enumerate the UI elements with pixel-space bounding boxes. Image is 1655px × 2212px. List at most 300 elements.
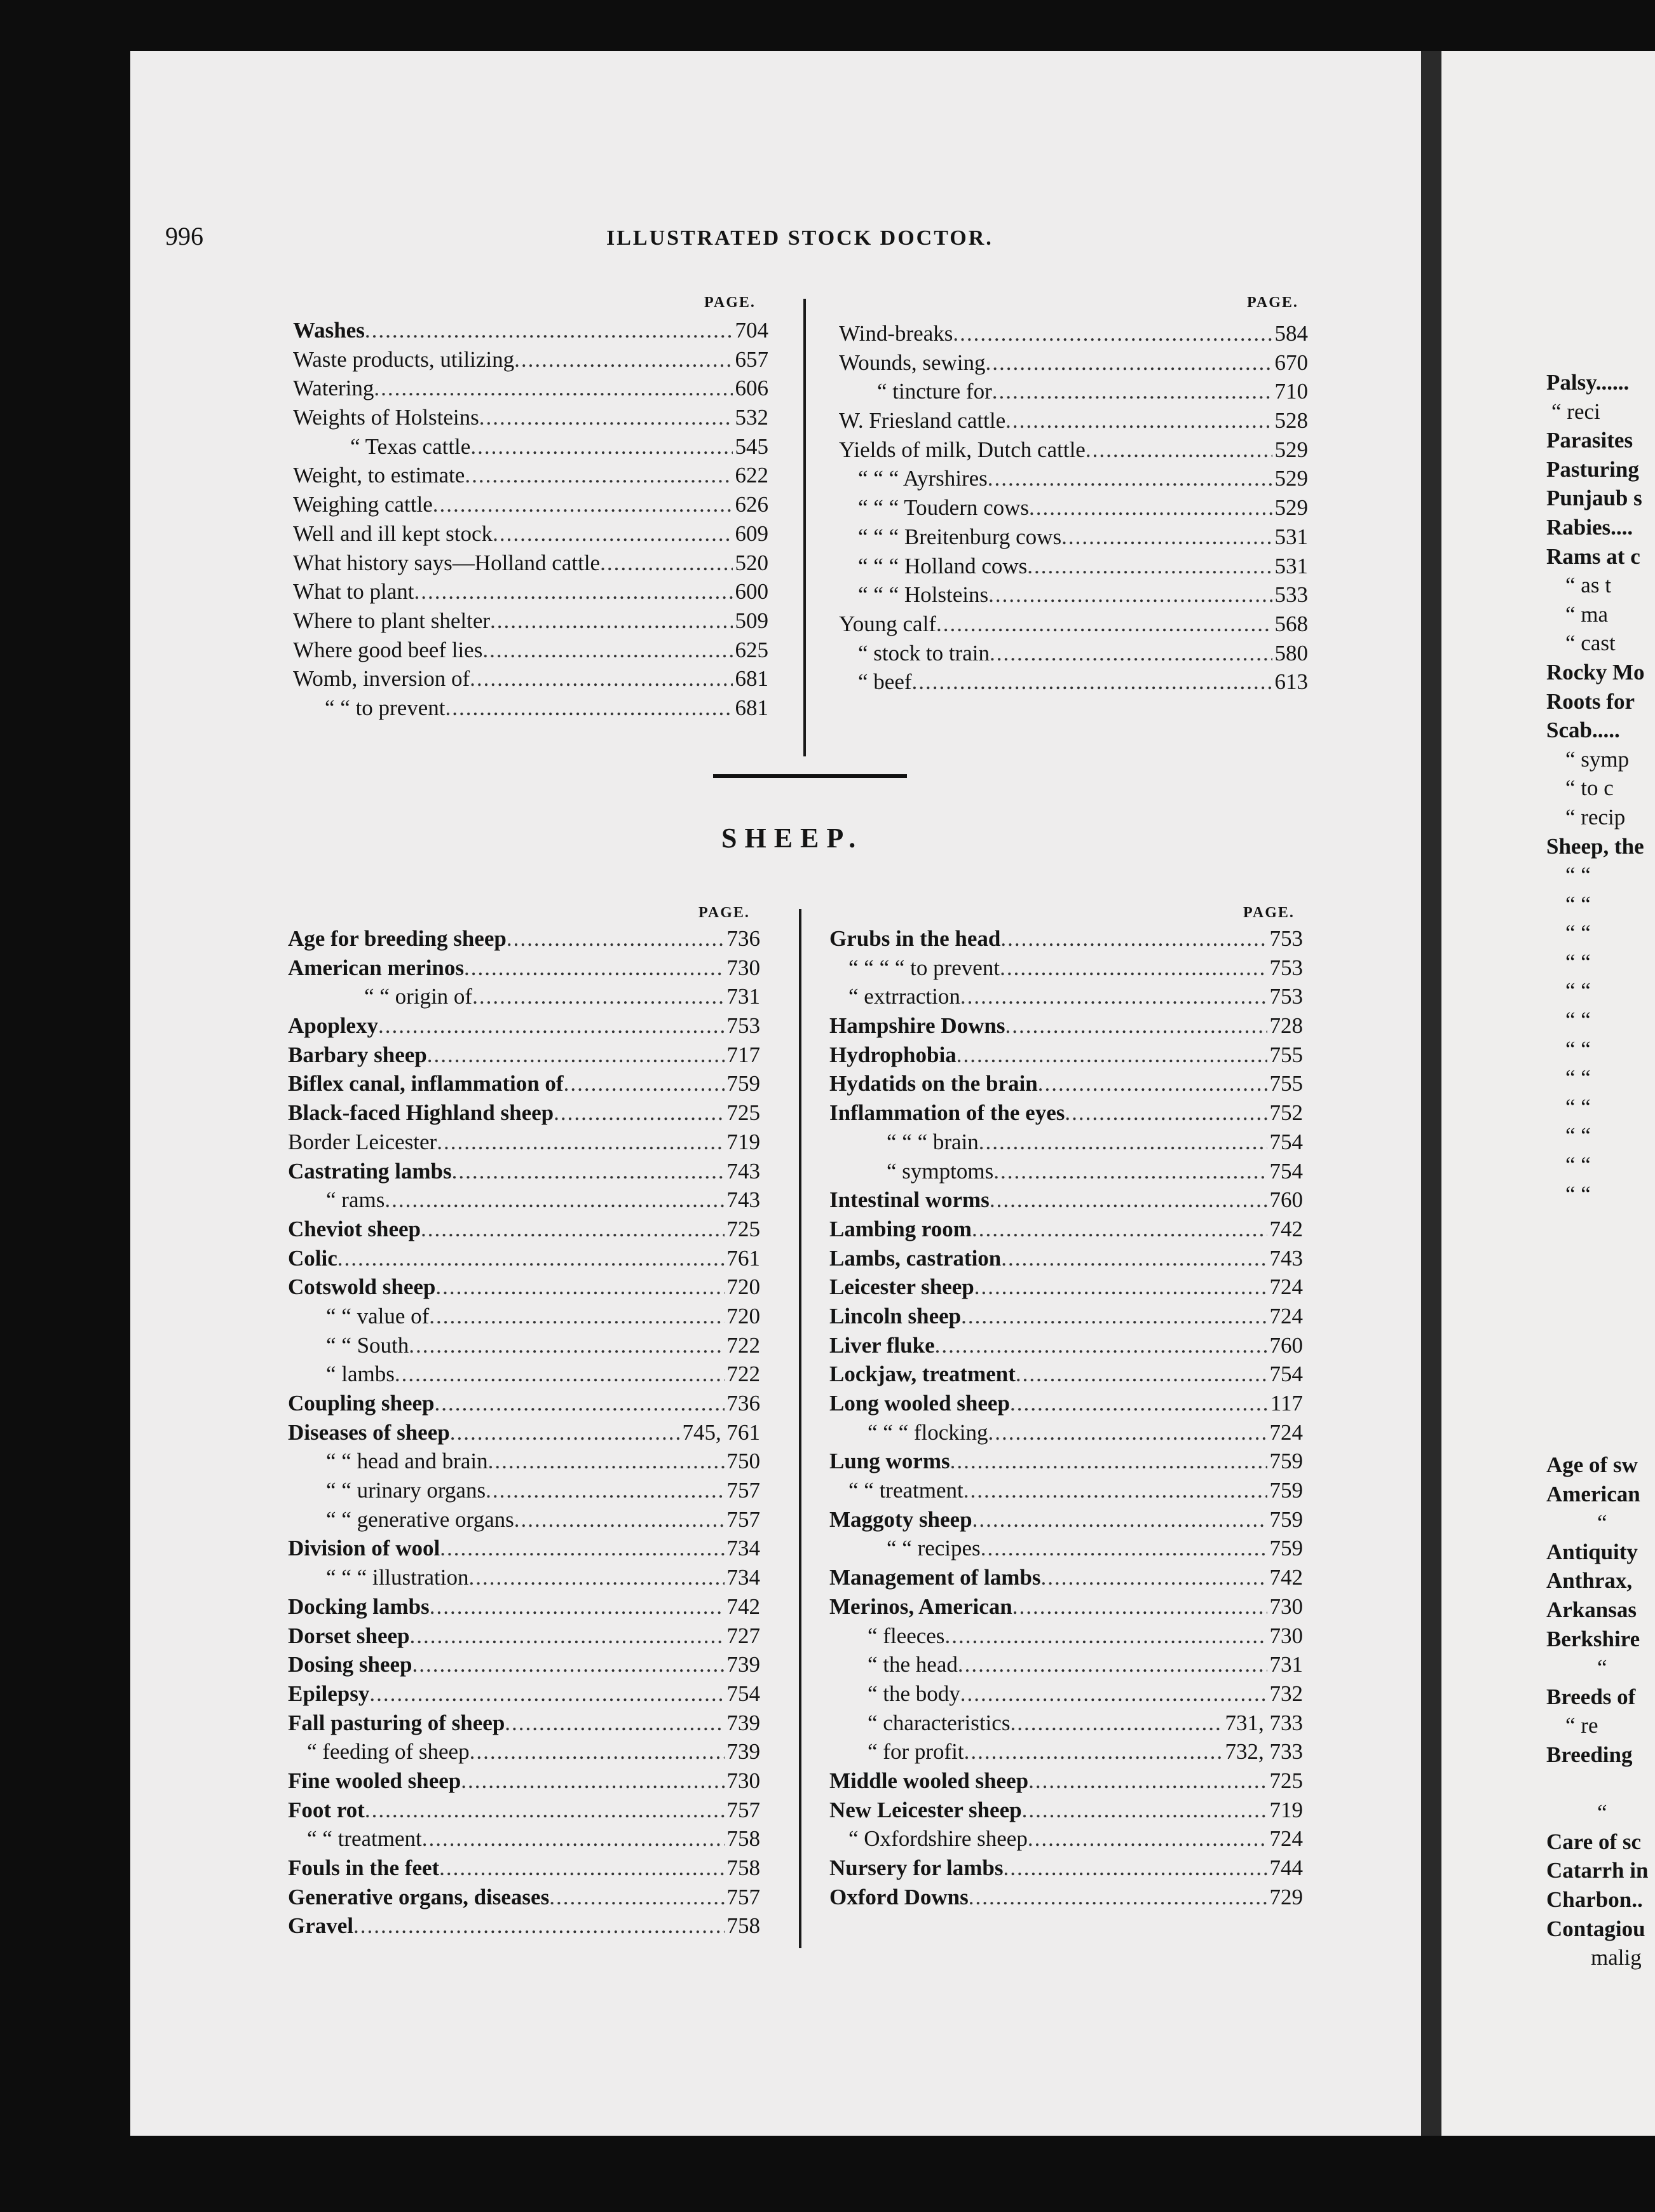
index-term: Intestinal worms xyxy=(829,1187,990,1213)
index-page-ref: 529 xyxy=(1274,466,1308,491)
dot-leader xyxy=(964,1478,1267,1503)
index-page-ref: 736 xyxy=(726,1391,760,1416)
index-entry xyxy=(293,579,768,608)
index-page-ref: 681 xyxy=(735,666,768,692)
index-entry xyxy=(829,1274,1303,1304)
index-entry xyxy=(829,1187,1303,1217)
dot-leader xyxy=(1010,1710,1222,1736)
index-page-ref: 730 xyxy=(726,955,760,980)
index-entry xyxy=(829,1449,1303,1478)
index-entry xyxy=(829,1013,1303,1042)
facing-index-entry: Scab..... xyxy=(1546,718,1620,743)
dot-leader xyxy=(385,1187,724,1213)
dot-leader xyxy=(470,666,732,692)
index-term: “ the body xyxy=(868,1681,960,1706)
dot-leader xyxy=(514,347,732,372)
dot-leader xyxy=(944,1623,1267,1649)
index-entry xyxy=(288,1536,760,1565)
index-entry xyxy=(288,1798,760,1827)
index-term: “ Texas cattle xyxy=(350,434,471,459)
index-page-ref: 759 xyxy=(1269,1536,1303,1561)
facing-index-bottom xyxy=(1546,1452,1655,1974)
index-entry xyxy=(288,1623,760,1653)
index-page-ref: 743 xyxy=(1269,1245,1303,1271)
index-entry xyxy=(829,1478,1303,1507)
dot-leader xyxy=(1040,1565,1267,1590)
index-term: “ “ head and brain xyxy=(326,1449,488,1474)
dot-leader xyxy=(1010,1391,1268,1416)
index-term: What history says—Holland cattle xyxy=(293,550,601,575)
dot-leader xyxy=(990,1187,1267,1213)
dot-leader xyxy=(465,463,732,488)
dot-leader xyxy=(414,579,733,604)
index-page-ref: 529 xyxy=(1274,437,1308,462)
dot-leader xyxy=(1029,495,1272,521)
index-term: Weight, to estimate xyxy=(293,463,465,488)
facing-index-entry: American xyxy=(1546,1481,1640,1506)
facing-index-entry xyxy=(1546,1772,1655,1801)
dot-leader xyxy=(479,405,733,430)
index-entry xyxy=(293,434,768,463)
index-entry xyxy=(839,582,1308,611)
dot-leader xyxy=(369,1681,724,1707)
index-entry xyxy=(829,1507,1303,1536)
index-term: Womb, inversion of xyxy=(293,666,470,692)
facing-index-entry: Contagiou xyxy=(1546,1916,1645,1941)
page-column-heading: PAGE. xyxy=(698,905,750,921)
index-entry xyxy=(288,1362,760,1391)
index-entry xyxy=(829,1536,1303,1565)
running-title: ILLUSTRATED STOCK DOCTOR. xyxy=(606,226,993,250)
index-term: “ “ origin of xyxy=(364,984,473,1009)
index-page-ref: 730 xyxy=(1269,1623,1303,1648)
dot-leader xyxy=(365,318,733,343)
dot-leader xyxy=(1005,1013,1267,1039)
index-term: “ “ “ brain xyxy=(887,1129,979,1154)
index-term: “ “ recipes xyxy=(887,1536,981,1561)
index-term: Long wooled sheep xyxy=(829,1391,1010,1416)
index-term: Fine wooled sheep xyxy=(288,1768,461,1793)
index-entry xyxy=(288,1013,760,1042)
index-page-ref: 734 xyxy=(726,1565,760,1590)
index-term: “ “ “ Holland cows xyxy=(858,553,1028,578)
facing-index-entry: Pasturing xyxy=(1546,456,1639,482)
index-page-ref: 753 xyxy=(1269,926,1303,951)
index-page-ref: 657 xyxy=(735,346,768,372)
dot-leader xyxy=(554,1100,724,1126)
dot-leader xyxy=(957,1042,1267,1068)
index-term: “ beef xyxy=(858,669,912,695)
index-page-ref: 531 xyxy=(1274,524,1308,549)
index-page-ref: 731, 733 xyxy=(1225,1710,1303,1735)
dot-leader xyxy=(993,1159,1267,1184)
dot-leader xyxy=(990,641,1272,666)
index-term: Yields of milk, Dutch cattle xyxy=(839,437,1086,462)
index-term: Where to plant shelter xyxy=(293,608,491,633)
index-entry xyxy=(288,1652,760,1681)
dot-leader xyxy=(440,1536,724,1561)
index-page-ref: 745, 761 xyxy=(682,1419,760,1445)
facing-index-top xyxy=(1546,370,1655,1210)
index-entry xyxy=(288,1391,760,1420)
index-term: Hydrophobia xyxy=(829,1042,957,1067)
index-page-ref: 742 xyxy=(1269,1565,1303,1590)
facing-index-entry: “ re xyxy=(1565,1713,1598,1738)
index-page-ref: 760 xyxy=(1269,1332,1303,1358)
index-term: Wind-breaks xyxy=(839,321,953,346)
index-term: “ extrraction xyxy=(848,984,960,1009)
dot-leader xyxy=(450,1420,680,1445)
index-entry xyxy=(829,1362,1303,1391)
index-page-ref: 725 xyxy=(1269,1768,1303,1793)
dot-leader xyxy=(979,1130,1267,1155)
index-page-ref: 758 xyxy=(726,1855,760,1880)
index-entry xyxy=(293,405,768,434)
index-entry xyxy=(288,984,760,1013)
column-rule xyxy=(799,909,801,1948)
index-term: Waste products, utilizing xyxy=(293,346,515,372)
index-entry xyxy=(829,1855,1303,1885)
facing-index-entry: Punjaub s xyxy=(1546,486,1642,511)
page-column-heading: PAGE. xyxy=(1247,294,1298,311)
dot-leader xyxy=(493,521,732,547)
index-page-ref: 752 xyxy=(1269,1100,1303,1126)
index-entry xyxy=(829,1594,1303,1623)
index-page-ref: 606 xyxy=(735,376,768,401)
index-page-ref: 681 xyxy=(735,695,768,720)
index-term: Watering xyxy=(293,376,374,401)
section-separator xyxy=(713,774,907,778)
facing-index-entry: “ xyxy=(1597,1800,1607,1826)
index-entry xyxy=(829,1623,1303,1653)
index-entry xyxy=(293,463,768,492)
index-term: Lockjaw, treatment xyxy=(829,1362,1016,1387)
index-page-ref: 755 xyxy=(1269,1071,1303,1096)
index-page-ref: 580 xyxy=(1274,640,1308,666)
index-entry xyxy=(288,1217,760,1246)
index-page-ref: 759 xyxy=(1269,1506,1303,1532)
index-entry xyxy=(829,1681,1303,1710)
index-entry xyxy=(288,1071,760,1100)
index-page-ref: 739 xyxy=(726,1652,760,1677)
facing-index-entry: Palsy...... xyxy=(1546,370,1630,395)
index-page-ref: 753 xyxy=(1269,955,1303,980)
index-page-ref: 724 xyxy=(1269,1274,1303,1300)
index-entry xyxy=(839,669,1308,699)
index-page-ref: 728 xyxy=(1269,1013,1303,1039)
dot-leader xyxy=(958,1652,1267,1677)
dot-leader xyxy=(452,1159,725,1184)
index-term: Border Leicester xyxy=(288,1129,437,1154)
dot-leader xyxy=(410,1623,725,1649)
index-page-ref: 117 xyxy=(1270,1391,1303,1416)
index-entry xyxy=(829,1159,1303,1188)
index-page-ref: 759 xyxy=(1269,1449,1303,1474)
index-term: Wounds, sewing xyxy=(839,350,986,375)
index-term: Lung worms xyxy=(829,1449,950,1474)
index-page-ref: 750 xyxy=(726,1449,760,1474)
index-entry xyxy=(288,1420,760,1449)
index-entry xyxy=(288,1768,760,1798)
dot-leader xyxy=(1000,926,1267,952)
dot-leader xyxy=(435,1391,725,1416)
index-entry xyxy=(288,1826,760,1855)
facing-index-entry: “ “ xyxy=(1565,1065,1591,1091)
facing-page xyxy=(1441,51,1655,2136)
index-entry xyxy=(829,955,1303,985)
index-term: Middle wooled sheep xyxy=(829,1768,1029,1793)
index-term: “ “ “ Holsteins xyxy=(858,582,989,608)
index-term: Merinos, American xyxy=(829,1594,1012,1619)
index-entry xyxy=(829,1768,1303,1798)
index-entry xyxy=(293,492,768,521)
dot-leader xyxy=(490,608,732,634)
dot-leader xyxy=(969,1885,1267,1910)
index-term: “ “ value of xyxy=(326,1303,430,1328)
index-page-ref: 625 xyxy=(735,637,768,662)
facing-index-entry: “ as t xyxy=(1565,573,1611,598)
index-term: Castrating lambs xyxy=(288,1158,452,1184)
index-term: “ “ treatment xyxy=(307,1826,422,1852)
dot-leader xyxy=(1004,1855,1267,1881)
index-page-ref: 724 xyxy=(1269,1419,1303,1445)
index-term: “ symptoms xyxy=(887,1158,994,1184)
index-entry xyxy=(829,1333,1303,1362)
facing-index-entry: “ “ xyxy=(1565,949,1591,974)
index-term: “ “ “ flocking xyxy=(868,1419,988,1445)
index-term: Young calf xyxy=(839,611,936,636)
index-term: Coupling sheep xyxy=(288,1391,435,1416)
index-page-ref: 717 xyxy=(726,1042,760,1067)
index-entry xyxy=(839,379,1308,408)
index-entry xyxy=(288,1913,760,1942)
dot-leader xyxy=(1016,1362,1267,1387)
index-entry xyxy=(829,1885,1303,1914)
facing-index-entry: Rabies.... xyxy=(1546,514,1633,540)
index-entry xyxy=(839,321,1308,350)
index-page-ref: 731 xyxy=(1269,1652,1303,1677)
dot-leader xyxy=(421,1217,724,1242)
facing-index-entry: “ “ xyxy=(1565,863,1591,888)
index-entry xyxy=(829,984,1303,1013)
index-term: Inflammation of the eyes xyxy=(829,1100,1065,1126)
index-page-ref: 759 xyxy=(726,1071,760,1096)
dot-leader xyxy=(600,550,732,576)
index-term: “ tincture for xyxy=(877,379,992,404)
dot-leader xyxy=(422,1826,725,1852)
facing-index-entry: Roots for xyxy=(1546,688,1635,714)
index-page-ref: 754 xyxy=(1269,1158,1303,1184)
index-page-ref: 734 xyxy=(726,1536,760,1561)
index-page-ref: 754 xyxy=(1269,1362,1303,1387)
page-number: 996 xyxy=(165,222,203,250)
index-term: “ “ “ Toudern cows xyxy=(858,495,1030,521)
index-entry xyxy=(829,1391,1303,1420)
dot-leader xyxy=(1000,955,1267,981)
index-term: Fouls in the feet xyxy=(288,1855,440,1880)
dot-leader xyxy=(439,1855,724,1881)
index-term: Epilepsy xyxy=(288,1681,370,1706)
index-term: Foot rot xyxy=(288,1797,365,1822)
facing-index-entry: “ reci xyxy=(1551,399,1600,424)
dot-leader xyxy=(409,1333,724,1358)
index-entry xyxy=(829,926,1303,955)
index-entry xyxy=(293,318,768,347)
index-page-ref: 725 xyxy=(726,1216,760,1241)
facing-index-entry: “ recip xyxy=(1565,804,1626,830)
index-page-ref: 743 xyxy=(726,1158,760,1184)
index-term: “ “ South xyxy=(326,1332,409,1358)
index-term: Gravel xyxy=(288,1913,354,1939)
dot-leader xyxy=(378,1013,725,1039)
index-term: Hampshire Downs xyxy=(829,1013,1005,1039)
index-page-ref: 509 xyxy=(735,608,768,633)
facing-index-entry: Parasites xyxy=(1546,428,1633,453)
dot-leader xyxy=(429,1304,724,1329)
dot-leader xyxy=(988,582,1272,608)
index-term: “ “ to prevent xyxy=(325,695,446,720)
facing-index-entry: Berkshire xyxy=(1546,1626,1640,1651)
facing-index-entry: Age of sw xyxy=(1546,1452,1638,1477)
column-rule xyxy=(803,299,806,756)
facing-index-entry: “ “ xyxy=(1565,1036,1591,1062)
index-entry xyxy=(829,1042,1303,1072)
index-page-ref: 731 xyxy=(726,984,760,1009)
index-term: American merinos xyxy=(288,955,465,980)
index-entry xyxy=(288,1130,760,1159)
dot-leader xyxy=(972,1217,1267,1242)
index-entry xyxy=(288,1478,760,1507)
index-term: “ fleeces xyxy=(868,1623,945,1648)
index-entry xyxy=(829,1652,1303,1681)
index-term: “ “ urinary organs xyxy=(326,1478,486,1503)
dot-leader xyxy=(374,376,732,401)
dot-leader xyxy=(464,955,724,981)
dot-leader xyxy=(461,1768,724,1794)
index-entry xyxy=(839,466,1308,495)
dot-leader xyxy=(992,379,1272,404)
index-term: Lambing room xyxy=(829,1216,972,1241)
index-term: Hydatids on the brain xyxy=(829,1071,1038,1096)
dot-leader xyxy=(486,1478,724,1503)
index-entry xyxy=(288,955,760,985)
index-page-ref: 754 xyxy=(1269,1129,1303,1154)
facing-index-entry: Anthrax, xyxy=(1546,1568,1633,1594)
index-page-ref: 531 xyxy=(1274,553,1308,578)
dot-leader xyxy=(1022,1798,1267,1823)
index-entry xyxy=(829,1246,1303,1275)
index-page-ref: 754 xyxy=(726,1681,760,1706)
dot-leader xyxy=(353,1913,724,1939)
index-term: “ Oxfordshire sheep xyxy=(848,1826,1028,1852)
index-entry xyxy=(829,1739,1303,1768)
dot-leader xyxy=(950,1449,1267,1474)
dot-leader xyxy=(935,1333,1267,1358)
index-entry xyxy=(839,437,1308,467)
index-page-ref: 724 xyxy=(1269,1303,1303,1328)
index-entry xyxy=(288,1333,760,1362)
index-page-ref: 545 xyxy=(735,434,768,459)
index-entry xyxy=(288,1274,760,1304)
index-term: What to plant xyxy=(293,579,414,604)
index-entry xyxy=(293,347,768,376)
index-term: Apoplexy xyxy=(288,1013,378,1039)
facing-index-entry: “ xyxy=(1597,1510,1607,1536)
facing-index-entry: Rams at c xyxy=(1546,543,1640,569)
dot-leader xyxy=(469,1565,725,1590)
index-column-sheep-right xyxy=(829,926,1303,1913)
index-page-ref: 626 xyxy=(735,492,768,517)
facing-index-entry: “ symp xyxy=(1565,746,1630,772)
index-term: “ “ “ illustration xyxy=(326,1565,469,1590)
index-entry xyxy=(839,350,1308,379)
dot-leader xyxy=(427,1042,725,1068)
section-title: SHEEP. xyxy=(721,823,864,854)
facing-index-entry: “ “ xyxy=(1565,978,1591,1004)
page-column-heading: PAGE. xyxy=(704,294,756,311)
index-page-ref: 739 xyxy=(726,1739,760,1765)
index-entry xyxy=(839,408,1308,437)
dot-leader xyxy=(514,1507,725,1533)
page-column-heading: PAGE. xyxy=(1243,905,1295,921)
index-term: Colic xyxy=(288,1245,337,1271)
index-entry xyxy=(839,611,1308,641)
facing-index-entry: Rocky Mo xyxy=(1546,659,1645,685)
index-page-ref: 730 xyxy=(726,1768,760,1793)
facing-index-entry: malig xyxy=(1591,1945,1642,1970)
index-page-ref: 758 xyxy=(726,1913,760,1939)
index-page-ref: 670 xyxy=(1274,350,1308,375)
index-page-ref: 759 xyxy=(1269,1478,1303,1503)
dot-leader xyxy=(395,1362,725,1387)
index-term: Weighing cattle xyxy=(293,492,433,517)
index-term: Black-faced Highland sheep xyxy=(288,1100,554,1126)
index-page-ref: 710 xyxy=(1274,379,1308,404)
index-term: “ “ “ Ayrshires xyxy=(858,466,988,491)
dot-leader xyxy=(961,1304,1267,1329)
dot-leader xyxy=(981,1536,1267,1561)
facing-index-entry: Breeding xyxy=(1546,1742,1633,1767)
facing-index-entry: Breeds of xyxy=(1546,1684,1636,1709)
dot-leader xyxy=(974,1274,1267,1300)
index-term: Leicester sheep xyxy=(829,1274,974,1300)
facing-index-entry: “ ma xyxy=(1565,601,1609,627)
dot-leader xyxy=(1005,408,1272,434)
index-entry xyxy=(829,1798,1303,1827)
dot-leader xyxy=(960,984,1267,1009)
index-entry xyxy=(288,1507,760,1536)
dot-leader xyxy=(988,466,1272,491)
dot-leader xyxy=(1086,437,1272,463)
index-entry xyxy=(839,524,1308,554)
index-term: Lambs, castration xyxy=(829,1245,1002,1271)
index-page-ref: 755 xyxy=(1269,1042,1303,1067)
index-page-ref: 742 xyxy=(726,1594,760,1619)
facing-index-entry: “ “ xyxy=(1565,891,1591,917)
facing-index-entry: “ “ xyxy=(1565,1181,1591,1206)
index-term: “ characteristics xyxy=(868,1710,1011,1735)
facing-index-entry: Charbon.. xyxy=(1546,1887,1643,1912)
index-page-ref: 739 xyxy=(726,1710,760,1735)
index-entry xyxy=(288,1187,760,1217)
dot-leader xyxy=(1038,1071,1267,1096)
index-term: Lincoln sheep xyxy=(829,1303,962,1328)
dot-leader xyxy=(488,1449,725,1474)
dot-leader xyxy=(953,321,1272,346)
index-page-ref: 743 xyxy=(726,1187,760,1213)
dot-leader xyxy=(1061,524,1272,550)
index-term: “ for profit xyxy=(868,1739,964,1765)
